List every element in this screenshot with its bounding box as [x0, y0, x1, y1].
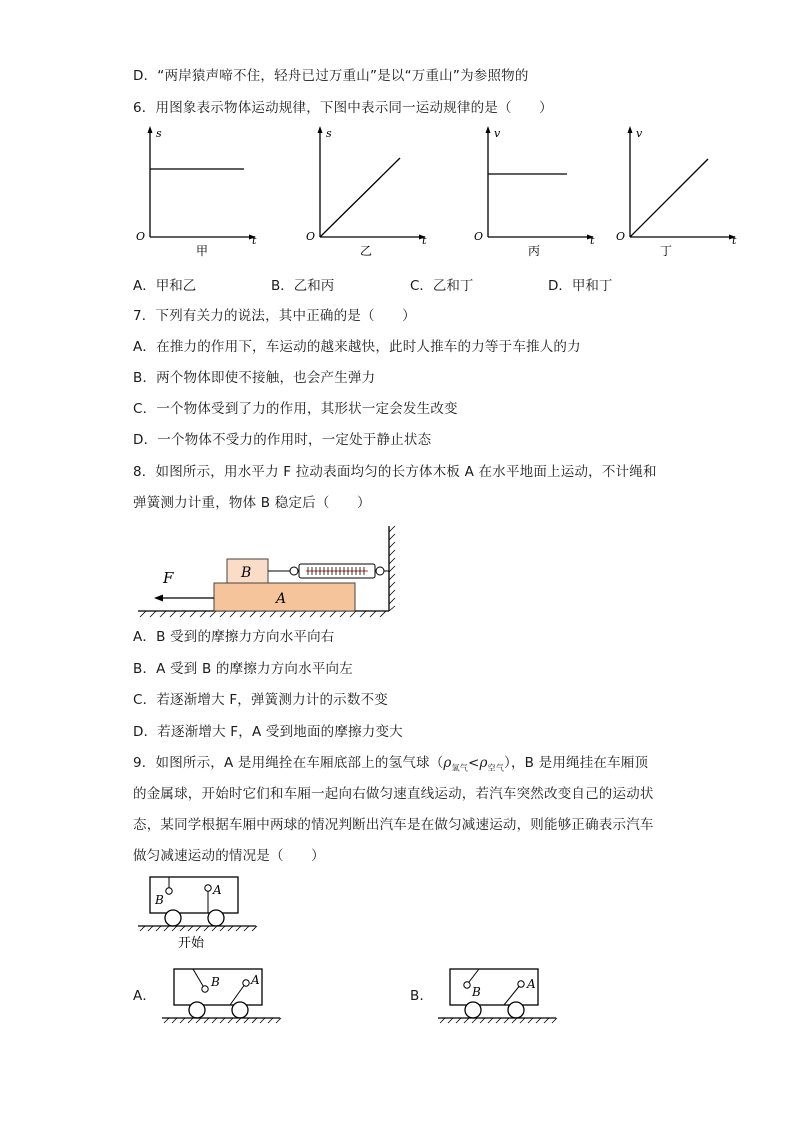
option-b-ball-a-label: A — [527, 977, 536, 991]
option-a-ball-a-label: A — [251, 973, 260, 987]
graph-bing-x-label: t — [590, 234, 595, 247]
graph-bing-caption: 丙 — [528, 244, 541, 258]
q8-stem-line2: 弹簧测力计重，物体 B 稳定后（ ） — [133, 495, 371, 511]
rho-air: ρ — [479, 755, 488, 771]
q9-stem-line1-a: 9．如图所示，A 是用绳拴在车厢底部上的氢气球（ — [133, 755, 444, 771]
q8-figure — [136, 522, 406, 622]
start-caption: 开始 — [178, 936, 205, 951]
q6-option-a: A．甲和乙 — [133, 278, 197, 294]
q6-option-b: B．乙和丙 — [271, 278, 335, 294]
force-f-label: F — [163, 569, 174, 587]
q9-option-a-label: A． — [133, 988, 157, 1004]
q9-stem-line2: 的金属球，开始时它们和车厢一起向右做匀速直线运动，若汽车突然改变自己的运动状 — [133, 786, 654, 802]
block-b-label: B — [241, 565, 252, 581]
q9-option-b-label: B． — [410, 988, 434, 1004]
start-ball-a-label: A — [213, 883, 222, 897]
option-a-ball-b-label: B — [211, 975, 220, 989]
graph-ding-y-label: v — [636, 127, 643, 140]
cart-option-a — [160, 964, 285, 1026]
graph-yi — [298, 122, 438, 262]
cart-start — [136, 874, 261, 954]
graph-yi-x-label: t — [422, 234, 427, 247]
graph-jia — [128, 122, 268, 262]
cart-option-b — [436, 964, 561, 1026]
q7-option-b: B．两个物体即使不接触，也会产生弹力 — [133, 370, 376, 386]
graph-ding-caption: 丁 — [660, 244, 673, 258]
q6-option-d: D．甲和丁 — [548, 278, 613, 294]
option-b-ball-b-label: B — [472, 985, 481, 999]
q6-stem: 6．用图象表示物体运动规律，下图中表示同一运动规律的是（ ） — [133, 100, 553, 116]
start-ball-b-label: B — [155, 893, 164, 907]
q8-option-d: D．若逐渐增大 F，A 受到地面的摩擦力变大 — [133, 724, 403, 740]
q5-option-d: D．“两岸猿声啼不住，轻舟已过万重山”是以“万重山”为参照物的 — [133, 68, 529, 84]
rho-hydrogen-sub: 氢气 — [451, 763, 468, 773]
graph-bing-origin: O — [474, 230, 484, 243]
rho-air-sub: 空气 — [487, 763, 505, 773]
graph-bing-y-label: v — [494, 127, 501, 140]
q9-stem-line1 — [133, 753, 648, 779]
q9-stem-line4: 做匀减速运动的情况是（ ） — [133, 848, 325, 864]
graph-jia-y-label: s — [156, 127, 162, 140]
graph-jia-x-label: t — [252, 234, 257, 247]
graph-jia-origin: O — [136, 230, 146, 243]
graph-yi-y-label: s — [326, 127, 332, 140]
graph-yi-caption: 乙 — [360, 244, 373, 258]
block-a-label: A — [276, 591, 287, 607]
q9-stem-line3: 态，某同学根据车厢中两球的情况判断出汽车是在做匀减速运动，则能够正确表示汽车 — [133, 817, 654, 833]
rho-hydrogen: ρ — [443, 755, 452, 771]
graph-ding-x-label: t — [732, 234, 737, 247]
q8-option-c: C．若逐渐增大 F，弹簧测力计的示数不变 — [133, 692, 388, 708]
graph-ding — [608, 122, 748, 262]
graph-ding-origin: O — [616, 230, 626, 243]
q8-stem-line1: 8．如图所示，用水平力 F 拉动表面均匀的长方体木板 A 在水平地面上运动，不计绳和 — [133, 464, 657, 480]
graph-yi-origin: O — [306, 230, 316, 243]
q7-option-a: A．在推力的作用下，车运动的越来越快，此时人推车的力等于车推人的力 — [133, 339, 581, 355]
less-than: < — [467, 755, 480, 771]
q7-stem: 7．下列有关力的说法，其中正确的是（ ） — [133, 308, 416, 324]
q6-option-c: C．乙和丁 — [410, 278, 474, 294]
q7-option-c: C．一个物体受到了力的作用，其形状一定会发生改变 — [133, 401, 458, 417]
graph-bing — [466, 122, 606, 262]
q8-option-a: A．B 受到的摩擦力方向水平向右 — [133, 629, 335, 645]
q7-option-d: D．一个物体不受力的作用时，一定处于静止状态 — [133, 432, 432, 448]
q8-option-b: B．A 受到 B 的摩擦力方向水平向左 — [133, 661, 353, 677]
graph-jia-caption: 甲 — [196, 244, 209, 258]
q9-stem-line1-b: ），B 是用绳挂在车厢顶 — [504, 755, 649, 771]
